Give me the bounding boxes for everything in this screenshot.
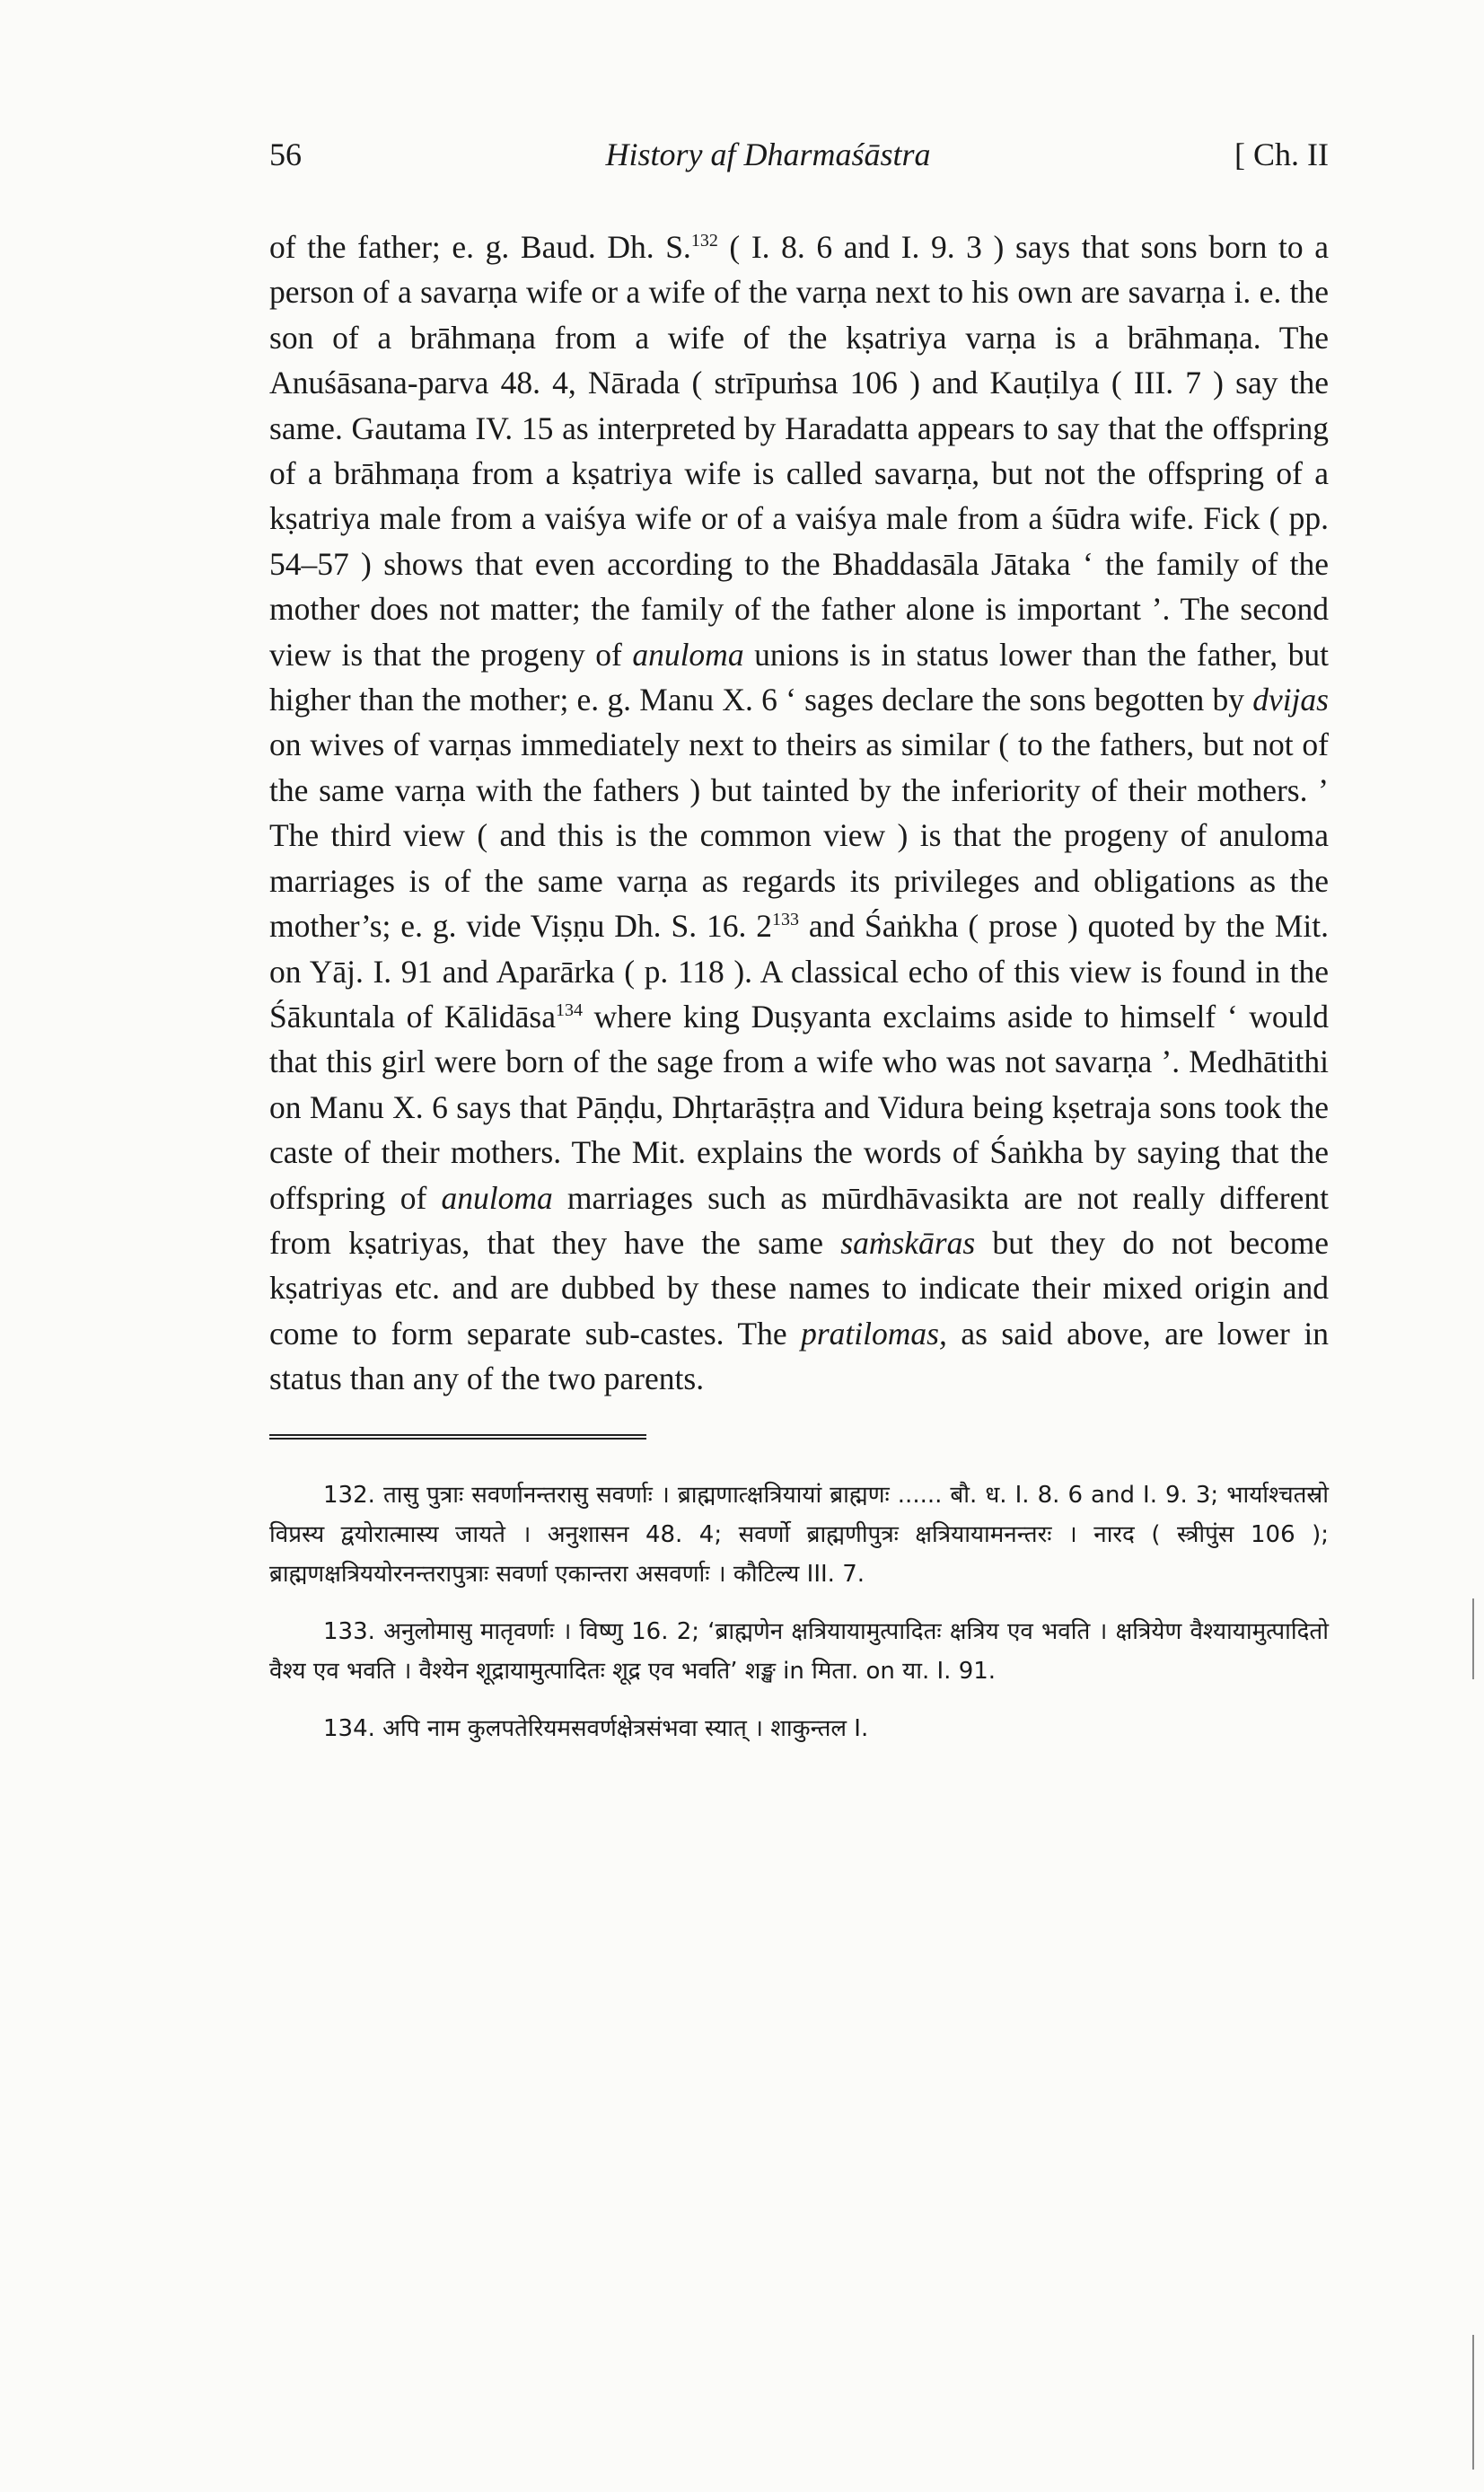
footnote-divider <box>269 1434 646 1440</box>
term-anuloma: anuloma <box>632 636 744 673</box>
book-page <box>269 135 1329 1766</box>
footnote-134: 134. अपि नाम कुलपतेरियमसवर्णक्षेत्रसंभवा स्यात् । शाकुन्तल I. <box>323 1714 869 1742</box>
body-text-7: marriages such as mūrdhāvasikta are not really different from kṣatriyas, that they have the same <box>269 1179 1330 1261</box>
running-head <box>269 135 1329 174</box>
scan-edge-mark <box>1472 1598 1474 1679</box>
term-pratilomas: pratilomas, <box>801 1315 947 1352</box>
term-samskaras: saṁskāras <box>840 1224 976 1261</box>
body-text-2: ( I. 8. 6 and I. 9. 3 ) says that sons born to a person of a savarṇa wife or a wife of the varṇa next to his own are savarṇa i. e. the son of a brāhmaṇa from a wife of the kṣatriya varṇa is a brāhmaṇa. The Anuśāsana-parva 48. 4, Nārada ( strīpuṁsa 106 ) and Kauṭilya ( III. 7 ) say the same. Gautama IV. 15 as interpreted by Haradatta appears to say that the offspring of a brāhmaṇa from a kṣatriya wife is called savarṇa, but not the offspring of a kṣatriya male from a vaiśya wife or of a vaiśya male from a śūdra wife. Fick ( pp. 54–57 ) shows that even according to the Bhaddasāla Jātaka ‘ the family of the mother does not matter; the family of the father alone is important ’. The second view is that the progeny of <box>269 229 1329 673</box>
body-text-5: and Śaṅkha ( prose ) quoted by the Mit. on Yāj. I. 91 and Aparārka ( p. 118 ). A classical echo of this view is found in the Śākuntala of Kālidāsa <box>269 908 1329 1035</box>
body-text-4: on wives of varṇas immediately next to theirs as similar ( to the fathers, but not of the same varṇa with the fathers ) but tainted by the inferiority of their mothers. ’ The third view ( and this is the common view ) is that the progeny of anuloma marriages is of the same varṇa as regards its privileges and obligations as the mother’s; e. g. vide Viṣṇu Dh. S. 16. 2 <box>269 726 1329 945</box>
page-number: 56 <box>269 136 302 172</box>
footnote-ref-132[interactable]: 132 <box>690 231 718 251</box>
footnote-ref-133[interactable]: 133 <box>771 910 799 930</box>
body-text-9: as said above, are lower in status than any of the two parents. <box>269 1315 1329 1397</box>
footnote-132: 132. तासु पुत्राः सवर्णानन्तरासु सवर्णाः । ब्राह्मणात्क्षत्रियायां ब्राह्मणः ...... बौ. ध. I. 8. 6 and I. 9. 3; भार्याश्चतस्रो विप्रस्य द्वयोरात्मास्य जायते । अनुशासन 48. 4; सवर्णो ब्राह्मणीपुत्रः क्षत्रियायामनन्तरः । नारद ( स्त्रीपुंस 106 ); ब्राह्मणक्षत्रिययोरनन्तरापुत्राः सवर्णा एकान्तरा असवर्णाः । कौटिल्य III. 7. <box>269 1481 1329 1588</box>
body-text-8: but they do not become kṣatriyas etc. and are dubbed by these names to indicate their mixed origin and come to form separate sub-castes. The <box>269 1224 1330 1352</box>
body-text-6: where king Duṣyanta exclaims aside to himself ‘ would that this girl were born of the sage from a wife who was not savarṇa ’. Medhātithi on Manu X. 6 says that Pāṇḍu, Dhṛtarāṣṭra and Vidura being kṣetraja sons took the caste of their mothers. The Mit. explains the words of Śaṅkha by saying that the offspring of <box>269 998 1329 1216</box>
footnote-ref-134[interactable]: 134 <box>555 1000 583 1021</box>
footnote-133: 133. अनुलोमासु मातृवर्णाः । विष्णु 16. 2; ‘ब्राह्मणेन क्षत्रियायामुत्पादितः क्षत्रिय एव भवति । क्षत्रियेण वैश्यायामुत्पादितो वैश्य एव भवति । वैश्येन शूद्रायामुत्पादितः शूद्र एव भवति’ शङ्ख in मिता. on या. I. 91. <box>269 1617 1329 1685</box>
term-dvijas: dvijas <box>1252 682 1329 718</box>
scan-edge-mark <box>1472 2335 1474 2470</box>
body-text-1: of the father; e. g. Baud. Dh. S. <box>269 229 691 265</box>
body-text-3: unions is in status lower than the father, but higher than the mother; e. g. Manu X. 6 ‘ sages declare the sons begotten by <box>269 636 1329 718</box>
main-paragraph <box>269 225 1329 1402</box>
chapter-label: [ Ch. II <box>1234 136 1329 172</box>
term-anuloma-2: anuloma <box>441 1179 553 1216</box>
running-title: History af Dharmaśāstra <box>605 136 931 172</box>
